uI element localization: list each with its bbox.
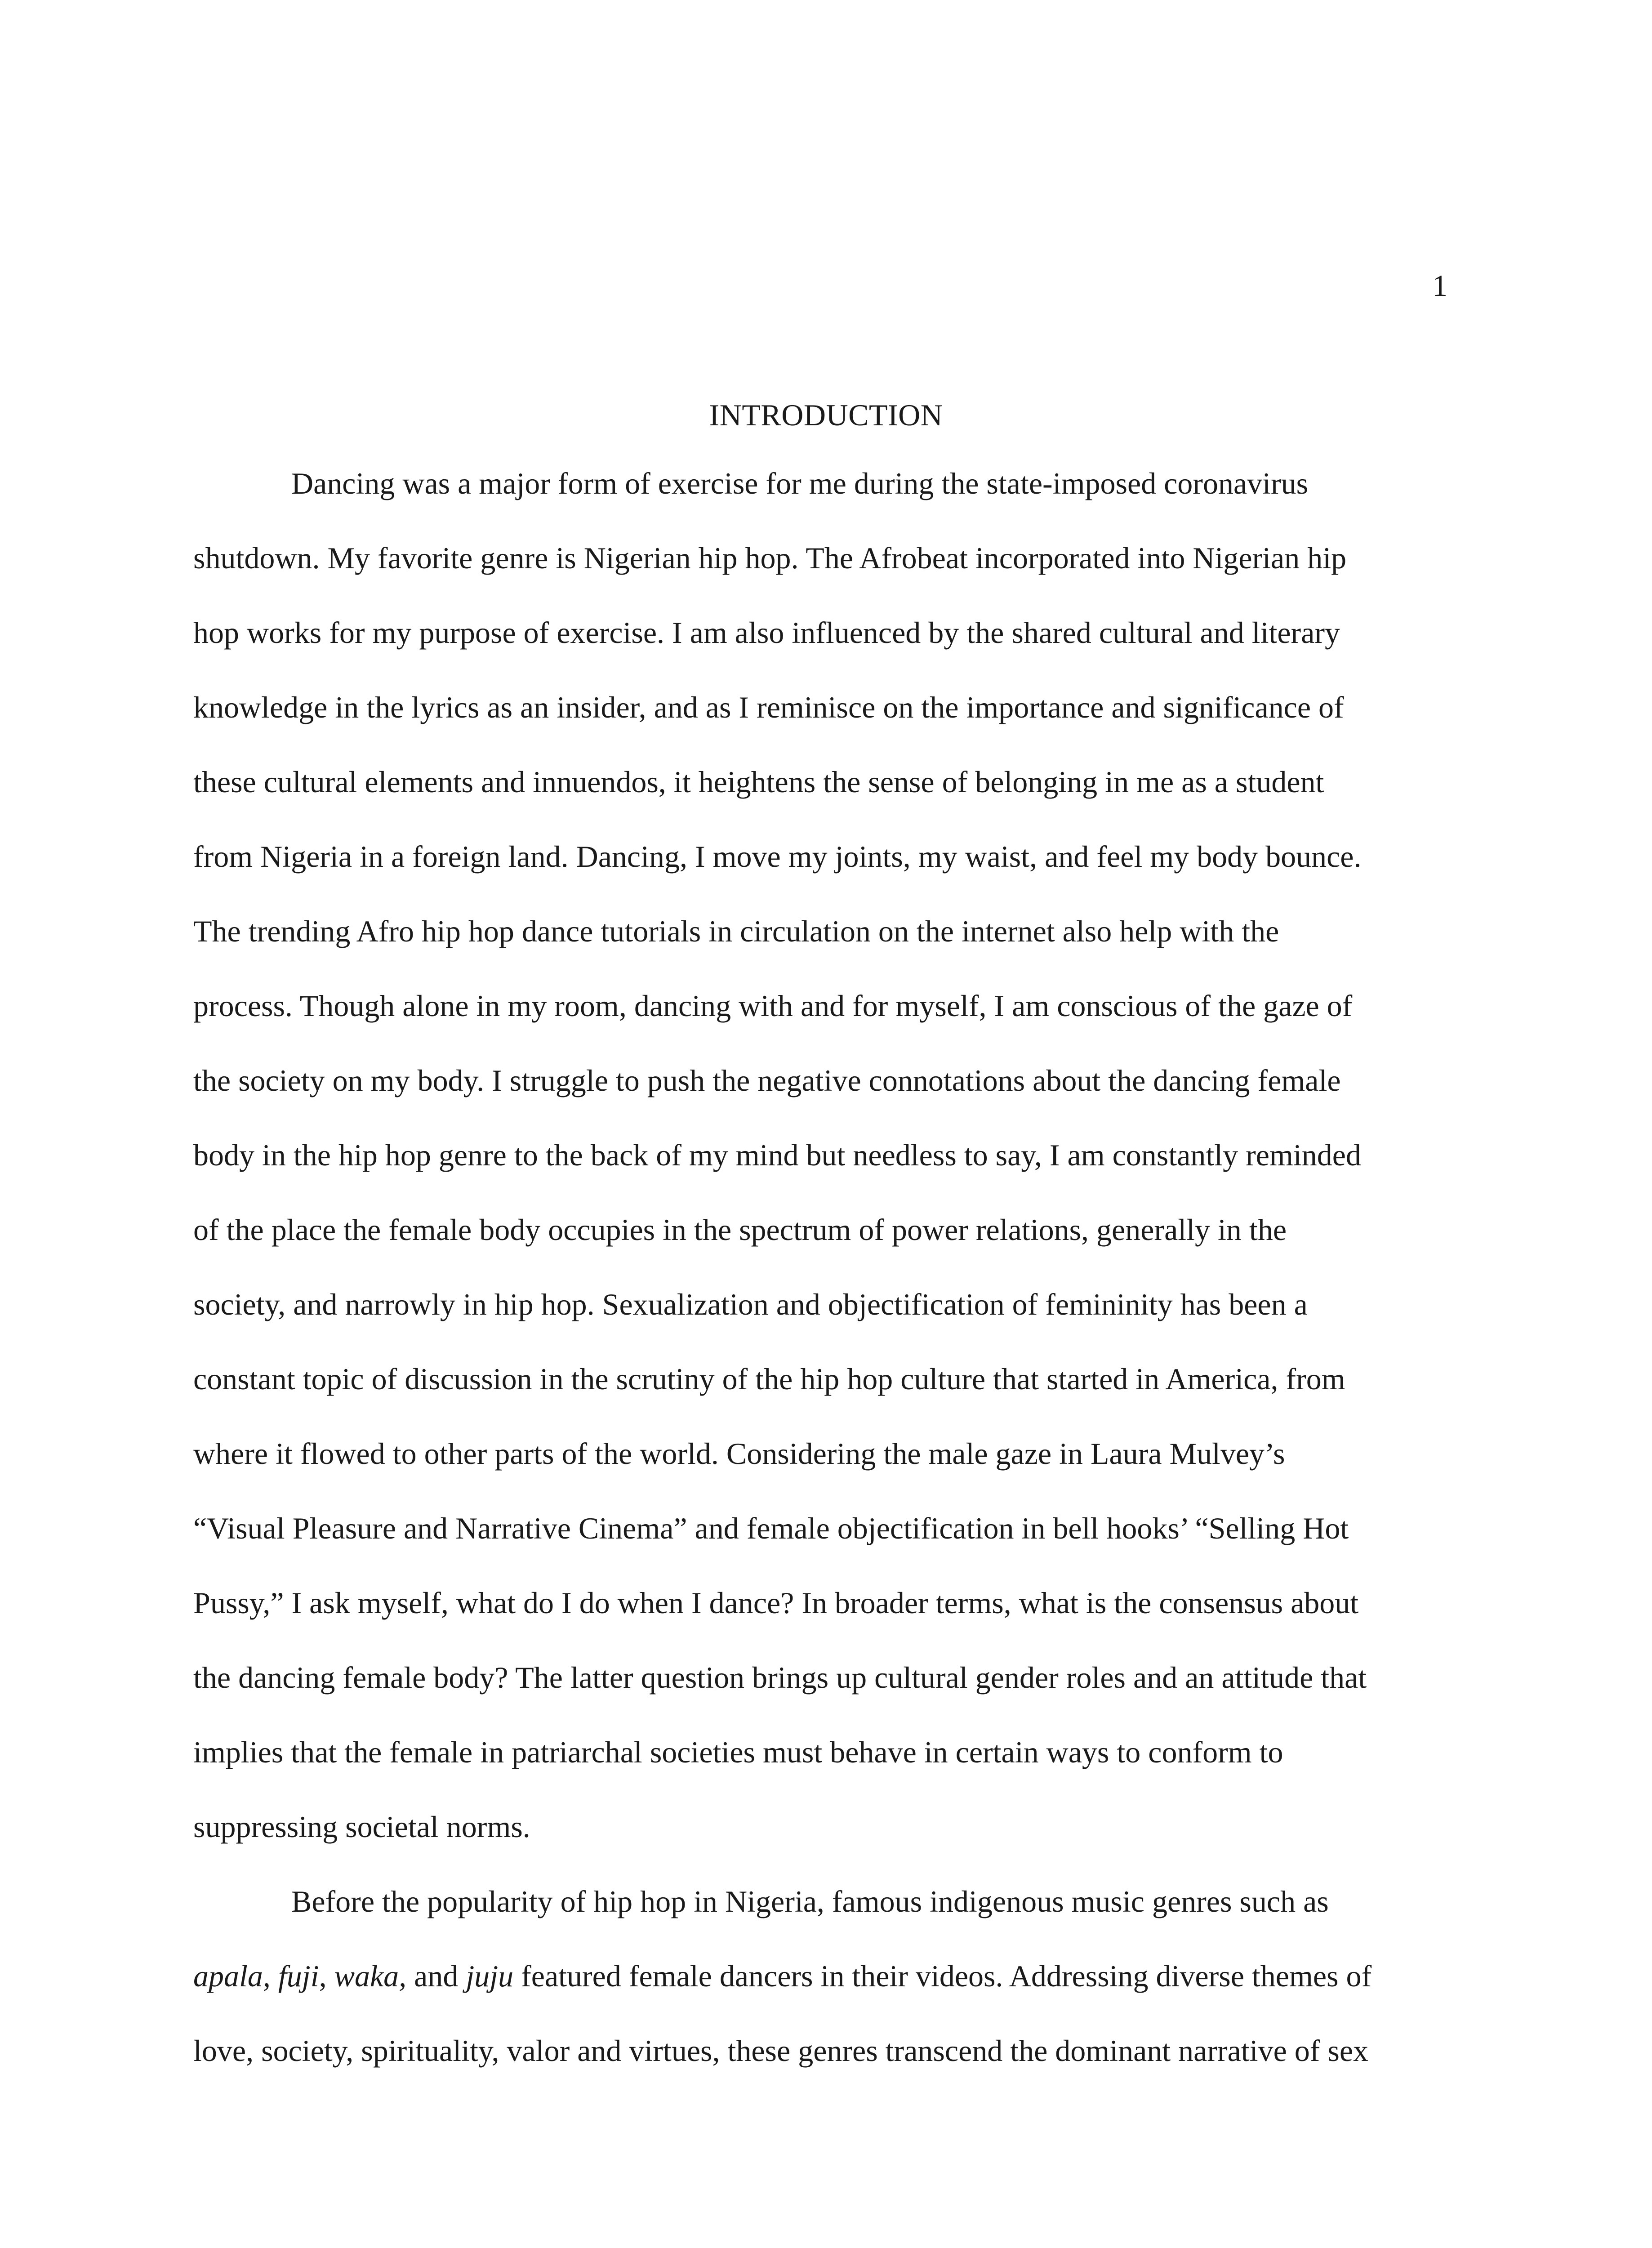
paragraph-line: from Nigeria in a foreign land. Dancing, I move my joints, my waist, and feel my body bounce. [193, 839, 1362, 874]
genre-waka: waka, [334, 1959, 407, 1993]
paragraph-line: suppressing societal norms. [193, 1810, 530, 1844]
genre-juju: juju [466, 1959, 514, 1993]
paragraph-line: love, society, spirituality, valor and virtues, these genres transcend the dominant narrative of sex [193, 2034, 1369, 2068]
paragraph-line: Pussy,” I ask myself, what do I do when I dance? In broader terms, what is the consensus about [193, 1586, 1359, 1620]
paragraph-line: the dancing female body? The latter question brings up cultural gender roles and an attitude that [193, 1660, 1367, 1695]
paragraph-line: The trending Afro hip hop dance tutorials in circulation on the internet also help with the [193, 914, 1279, 948]
paragraph-line: Dancing was a major form of exercise for me during the state-imposed coronavirus [291, 466, 1309, 500]
paragraph-line: society, and narrowly in hip hop. Sexualization and objectification of femininity has been a [193, 1287, 1308, 1321]
paragraph-line: these cultural elements and innuendos, it heightens the sense of belonging in me as a student [193, 765, 1324, 799]
separator: , [319, 1959, 334, 1993]
paragraph-line: process. Though alone in my room, dancing with and for myself, I am conscious of the gaze of [193, 989, 1353, 1023]
genre-fuji: fuji [278, 1959, 319, 1993]
paragraph-line-genres [193, 1958, 1438, 2033]
paragraph-line: where it flowed to other parts of the world. Considering the male gaze in Laura Mulvey’s [193, 1436, 1285, 1471]
paragraph-line: the society on my body. I struggle to push the negative connotations about the dancing female [193, 1063, 1341, 1097]
separator: , [263, 1959, 278, 1993]
paragraph-line: shutdown. My favorite genre is Nigerian hip hop. The Afrobeat incorporated into Nigerian hip [193, 541, 1347, 575]
paragraph-line: of the place the female body occupies in the spectrum of power relations, generally in the [193, 1213, 1287, 1247]
paragraph-line: “Visual Pleasure and Narrative Cinema” and female objectification in bell hooks’ “Selling Hot [193, 1511, 1349, 1545]
conjunction: and [406, 1959, 466, 1993]
line-remainder: featured female dancers in their videos. Addressing diverse themes of [513, 1959, 1372, 1993]
paragraph-line: implies that the female in patriarchal societies must behave in certain ways to conform to [193, 1735, 1283, 1769]
paragraph-line: body in the hip hop genre to the back of my mind but needless to say, I am constantly reminded [193, 1138, 1361, 1172]
paragraph-line: hop works for my purpose of exercise. I am also influenced by the shared cultural and literary [193, 616, 1340, 650]
paragraph-line: constant topic of discussion in the scrutiny of the hip hop culture that started in America, from [193, 1362, 1345, 1396]
body-text [193, 465, 1438, 2107]
paragraph-line: Before the popularity of hip hop in Nigeria, famous indigenous music genres such as [291, 1884, 1329, 1918]
paragraph-line: knowledge in the lyrics as an insider, and as I reminisce on the importance and significance of [193, 690, 1344, 724]
page-number: 1 [1432, 268, 1447, 303]
genre-apala: apala [193, 1959, 263, 1993]
section-heading: INTRODUCTION [709, 398, 943, 432]
